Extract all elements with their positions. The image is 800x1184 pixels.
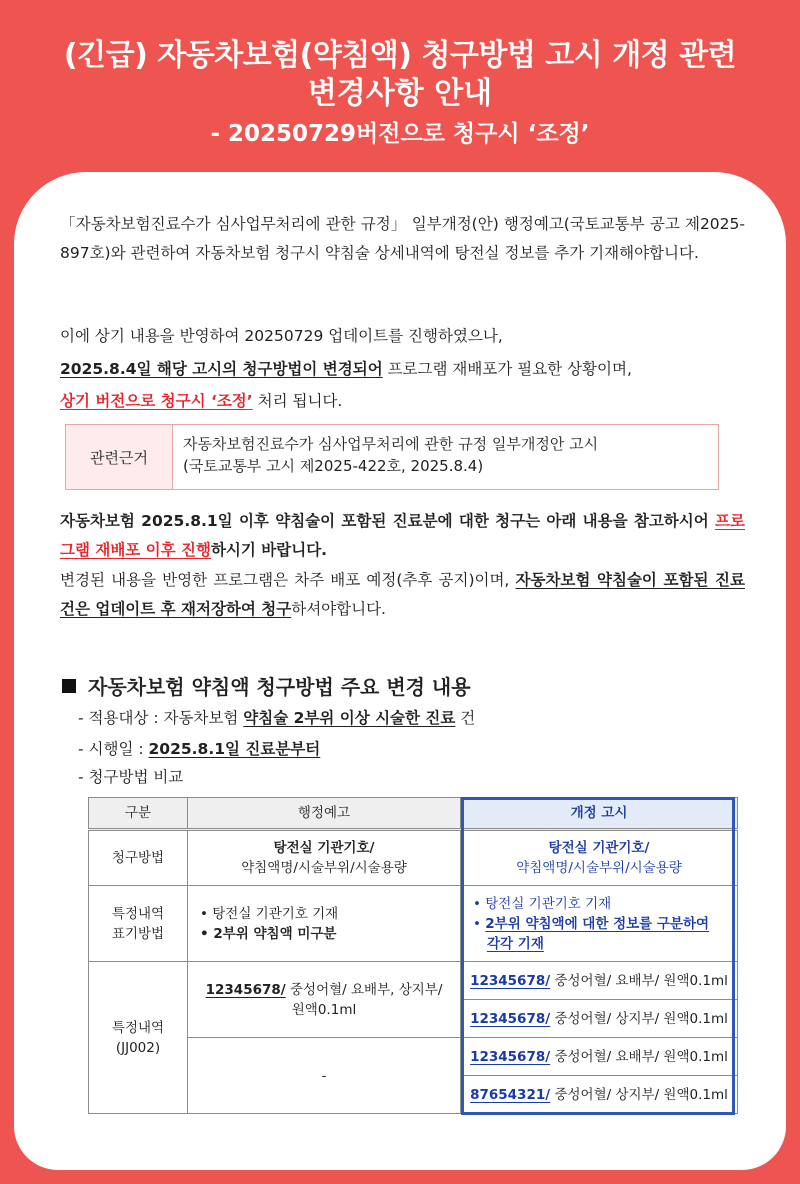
table-header-row [89, 798, 738, 830]
row-method-prev [188, 830, 461, 886]
row-method-prev-b: 약침액명/시술부위/시술용량 [241, 860, 407, 876]
date-line [78, 737, 320, 759]
row-detail-new-3 [461, 1038, 738, 1076]
detail-new-rest-2: 중성어혈/ 상지부/ 원액0.1ml [550, 1010, 728, 1027]
row-method-new-b: 약침액명/시술부위/시술용량 [516, 860, 682, 876]
notice-p1-end: 하시기 바랍니다. [210, 541, 328, 559]
target-suffix: 건 [455, 709, 476, 727]
notice-paragraph-1 [60, 507, 745, 565]
row-method-new-a: 탕전실 기관기호/ [548, 840, 650, 856]
basis-text [173, 425, 608, 489]
section-heading [62, 671, 471, 700]
target-underline: 약침술 2부위 이상 시술한 진료 [243, 709, 456, 727]
notice-paragraph-2 [60, 566, 745, 624]
header-new: 개정 고시 [461, 798, 738, 830]
row-notation-new-2: 2부위 약침액에 대한 정보를 구분하여 [485, 915, 710, 932]
row-detail-new-2 [461, 1000, 738, 1038]
title-line1: (긴급) 자동차보험(약침액) 청구방법 고시 개정 관련 [63, 38, 737, 73]
adjust-rest: 처리 됩니다. [252, 392, 343, 410]
redistribute-text: 프로그램 재배포가 필요한 상황이며, [382, 360, 632, 378]
section-title: 자동차보험 약침액 청구방법 주요 변경 내용 [88, 675, 471, 699]
detail-new-rest-1: 중성어혈/ 요배부/ 원액0.1ml [550, 972, 728, 989]
row-detail-label-a: 특정내역 [111, 1019, 165, 1036]
target-line [78, 706, 475, 728]
row-method-prev-a: 탕전실 기관기호/ [273, 840, 375, 856]
detail-new-code-4: 87654321/ [470, 1086, 551, 1103]
basis-box [65, 424, 719, 490]
row-detail-prev-a: 중성어혈/ 요배부, 상지부/ [285, 981, 443, 998]
row-notation-prev-1: • 탕전실 기관기호 기재 [200, 905, 339, 922]
header-prev: 행정예고 [188, 798, 461, 830]
row-method-label: 청구방법 [89, 830, 188, 886]
row-notation-new-3: 각각 기재 [487, 935, 544, 952]
row-notation-new-2-bullet: • [473, 915, 486, 932]
row-detail-prev-line [188, 980, 460, 1000]
square-bullet-icon [62, 679, 76, 693]
notice-p2-text: 변경된 내용을 반영한 프로그램은 차주 배포 예정(추후 공지)이며, [60, 571, 516, 589]
intro-line-adjust [60, 387, 745, 416]
row-method-new [461, 830, 738, 886]
detail-new-rest-4: 중성어혈/ 상지부/ 원액0.1ml [550, 1086, 728, 1103]
compare-line: - 청구방법 비교 [78, 768, 184, 786]
notice-p2-end: 하셔야합니다. [291, 600, 386, 618]
date-prefix: - 시행일 : [78, 740, 149, 758]
subtitle: - 20250729버전으로 청구시 ‘조정’ [210, 121, 590, 147]
basis-label: 관련근거 [66, 425, 173, 489]
basis-line2: (국토교통부 고시 제2025-422호, 2025.8.4) [183, 457, 484, 475]
date-underline: 2025.8.1일 진료분부터 [148, 740, 321, 758]
row-notation-prev-2: • 2부위 약침액 미구분 [200, 925, 337, 942]
row-detail-prev [188, 962, 461, 1038]
adjust-warning: 상기 버전으로 청구시 ‘조정’ [60, 392, 253, 410]
row-detail-new-4 [461, 1076, 738, 1114]
change-date-text: 2025.8.4일 해당 고시의 청구방법이 변경되어 [60, 360, 383, 378]
row-notation-new-1: • 탕전실 기관기호 기재 [473, 895, 612, 912]
row-detail-prev-b: 원액0.1ml [291, 1001, 357, 1018]
target-prefix: - 적용대상 : 자동차보험 [78, 709, 244, 727]
row-notation-prev [188, 886, 461, 962]
row-detail-prev-empty: - [188, 1038, 461, 1114]
table-row-method [89, 830, 738, 886]
row-detail-label-b: (JJ002) [115, 1039, 161, 1056]
row-notation-label [89, 886, 188, 962]
title-line2: 변경사항 안내 [307, 76, 493, 111]
notice-p2-underline: 자동차보험 약침술이 포함된 진료건은 업데이트 후 재저장하여 청구 [60, 571, 745, 618]
row-notation-new [461, 886, 738, 962]
detail-new-code-2: 12345678/ [470, 1010, 551, 1027]
row-notation-label-b: 표기방법 [111, 925, 165, 942]
intro-line-change [60, 355, 745, 384]
row-notation-new-2-line [473, 914, 737, 934]
comparison-table [88, 797, 738, 1114]
row-detail-new-1 [461, 962, 738, 1000]
row-detail-label [89, 962, 188, 1114]
row-detail-prev-code: 12345678/ [205, 981, 286, 998]
header-gubun: 구분 [89, 798, 188, 830]
notice-p1-red: 프로그램 재배포 이후 진행 [60, 512, 745, 559]
table-row-detail-1 [89, 962, 738, 1000]
detail-new-code-1: 12345678/ [470, 972, 551, 989]
basis-line1: 자동차보험진료수가 심사업무처리에 관한 규정 일부개정안 고시 [183, 435, 599, 453]
detail-new-code-3: 12345678/ [470, 1048, 551, 1065]
row-notation-label-a: 특정내역 [111, 905, 165, 922]
intro-line-update: 이에 상기 내용을 반영하여 20250729 업데이트를 진행하였으나, [60, 327, 503, 345]
notice-p1-text: 자동차보험 2025.8.1일 이후 약침술이 포함된 진료분에 대한 청구는 아래 내용을 참고하시어 [60, 512, 716, 530]
table-row-notation [89, 886, 738, 962]
detail-new-rest-3: 중성어혈/ 요배부/ 원액0.1ml [550, 1048, 728, 1065]
intro-paragraph: 「자동차보험진료수가 심사업무처리에 관한 규정」 일부개정(안) 행정예고(국토교통부 공고 제2025-897호)와 관련하여 자동차보험 청구시 약침술 상세내역에 탕전실 정보를 추가 기재해야합니다. [60, 215, 745, 262]
